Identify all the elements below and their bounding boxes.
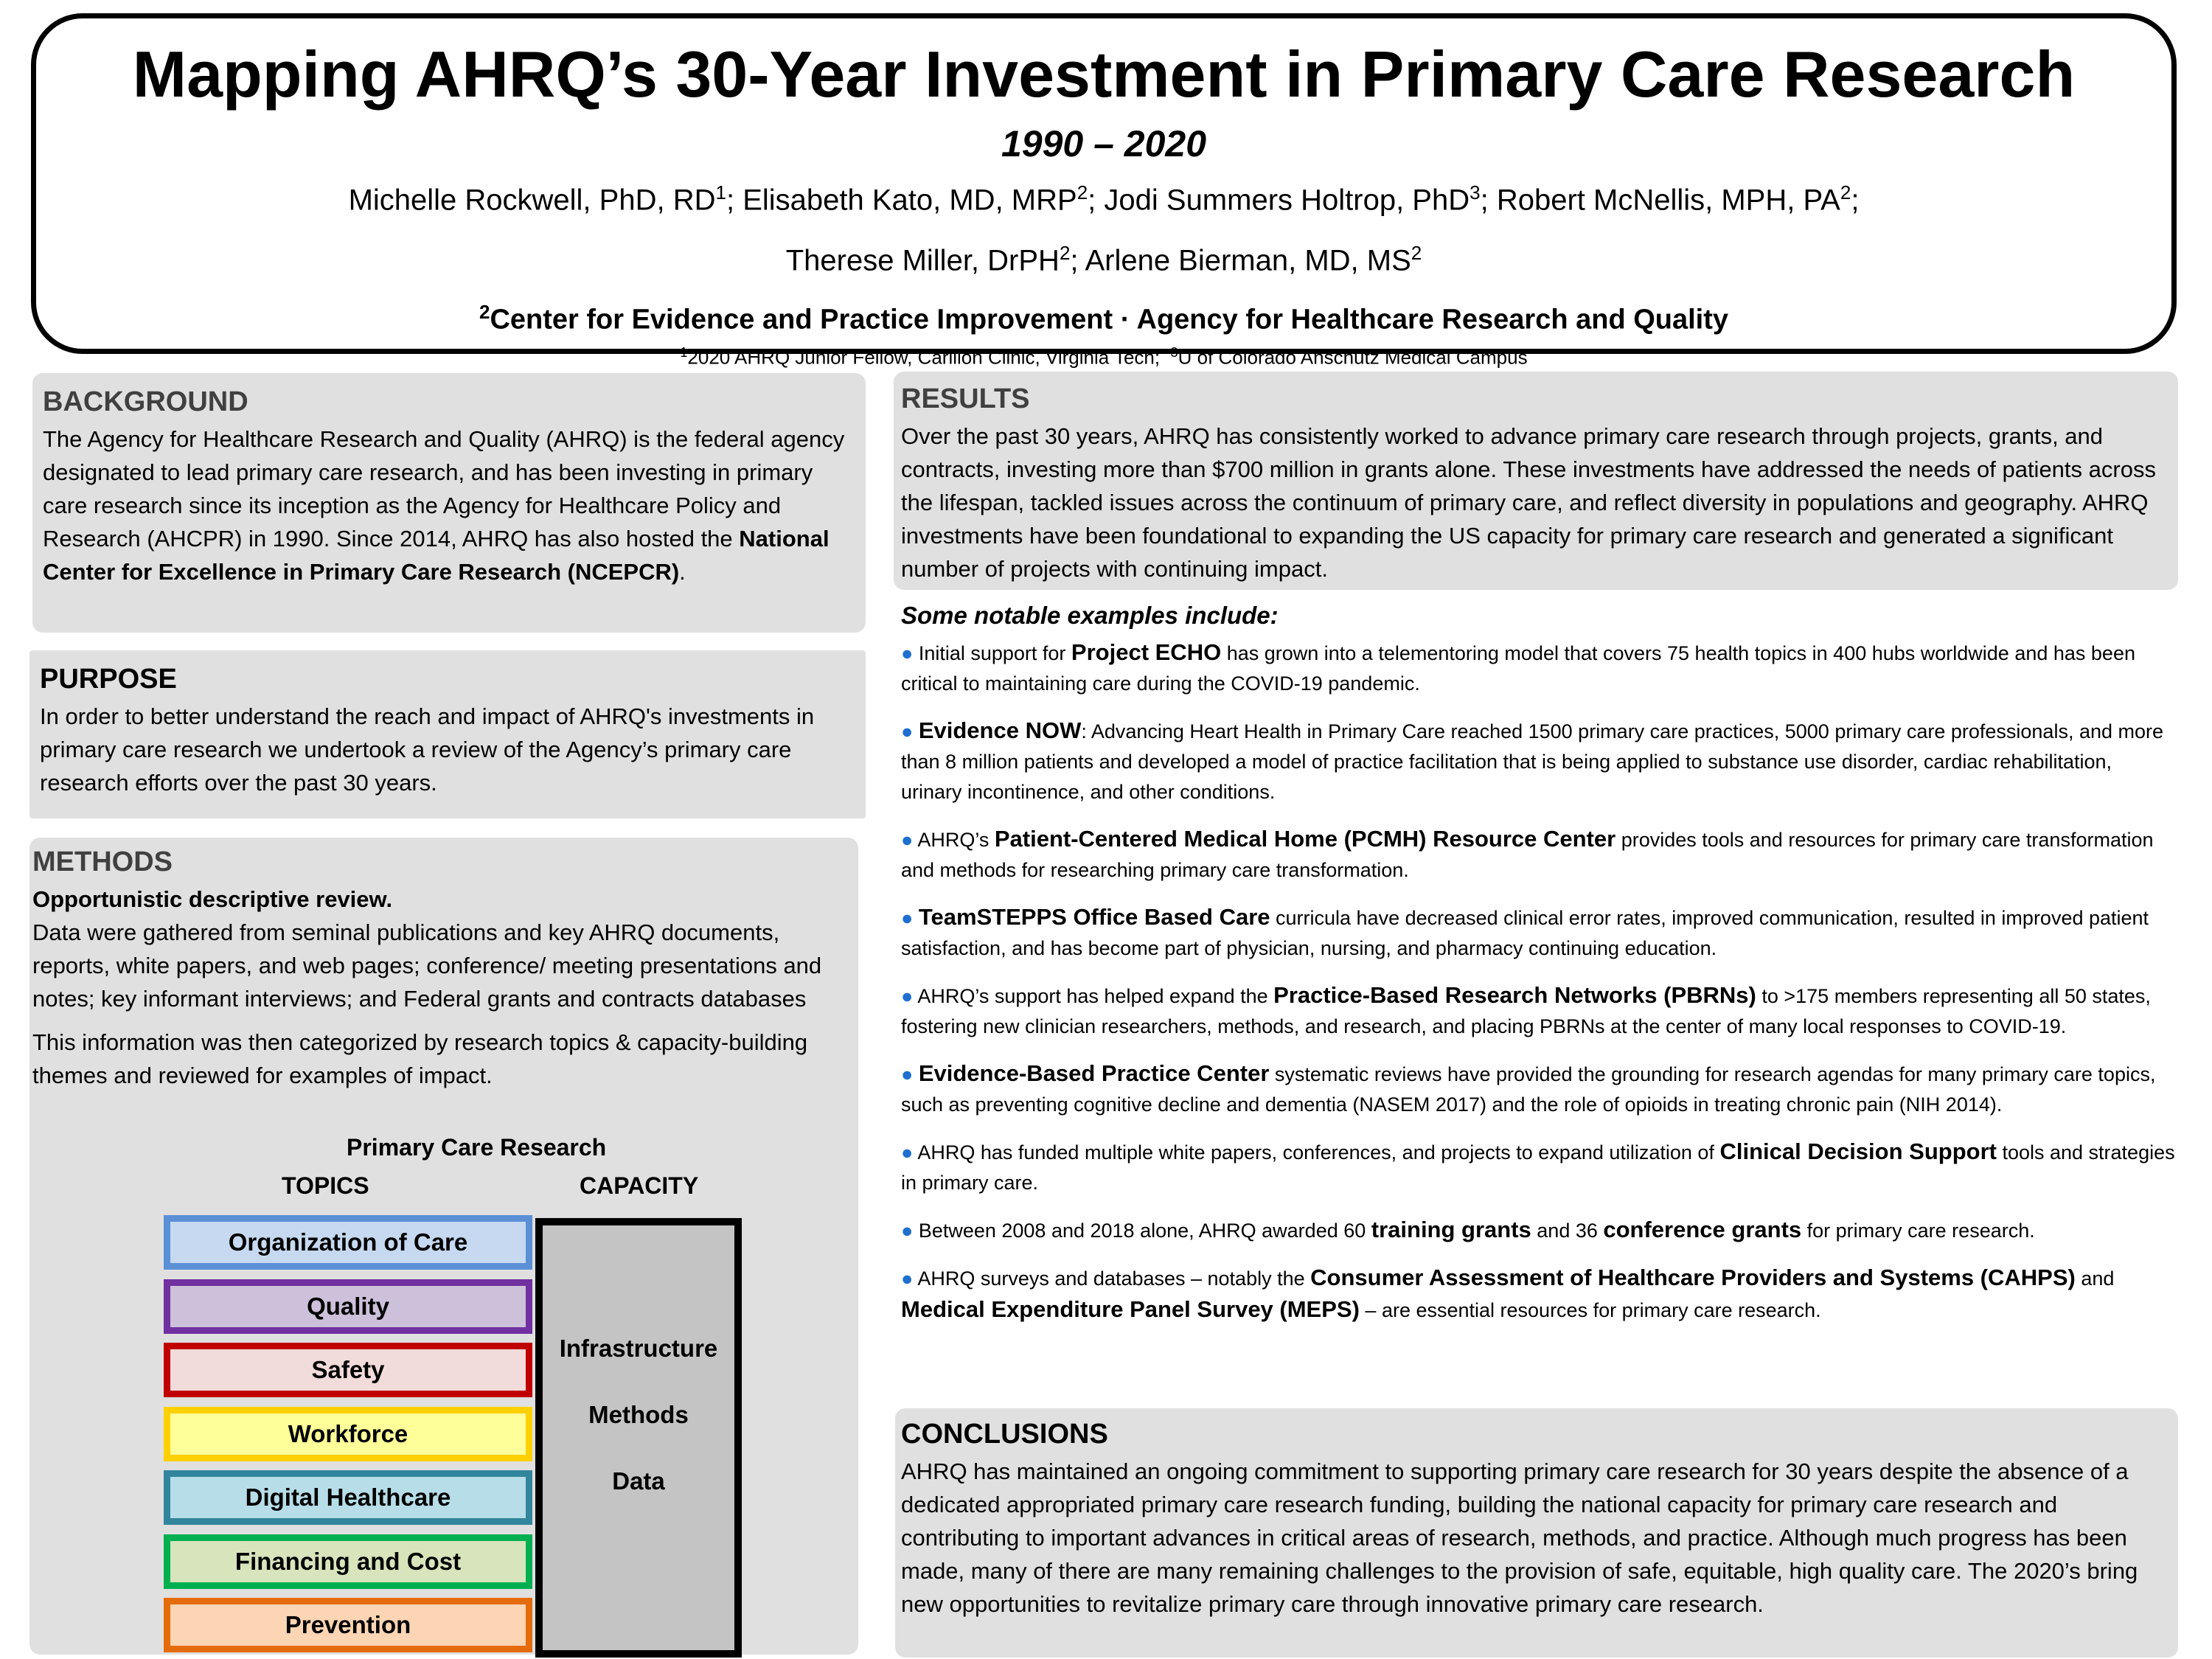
capacity-item: Infrastructure xyxy=(559,1335,718,1362)
author-name: Elisabeth Kato, MD, MRP xyxy=(742,184,1077,217)
example-pre xyxy=(913,720,919,742)
poster-title: Mapping AHRQ’s 30-Year Investment in Primary Care Research xyxy=(132,38,2076,111)
authors-line-2 xyxy=(36,226,2171,287)
example-post: curricula have decreased clinical error rates, improved communication, resulted in improved patient satisfaction, and has become part of physician, nursing, and pharmacy continuing education. xyxy=(901,907,2149,959)
example-pre: Initial support for xyxy=(913,642,1071,664)
author-sup: 2 xyxy=(1077,181,1088,204)
author-sep: ; xyxy=(1088,184,1105,217)
example-pre: AHRQ surveys and databases – notably the xyxy=(913,1267,1311,1290)
background-heading: BACKGROUND xyxy=(43,386,248,417)
author-sup: 2 xyxy=(1840,181,1851,204)
methods-subheading: Opportunistic descriptive review. xyxy=(32,886,393,912)
purpose-section xyxy=(29,650,866,818)
example-item xyxy=(901,1136,2177,1198)
author-sup: 3 xyxy=(1470,181,1481,204)
results-text: Over the past 30 years, AHRQ has consistently worked to advance primary care research through projects, grants, and contracts, investing more than $700 million in grants alone. These investments have addressed the needs of patients across the lifespan, tackled issues across the continuum of primary care, and reflect diversity in populations and geography. AHRQ investments have been foundational to expanding the US capacity for primary care research and generated a significant number of projects with continuing impact. xyxy=(901,423,2156,582)
aff-2: U of Colorado Anschutz Medical Campus xyxy=(1178,346,1528,369)
example-post: : Advancing Heart Health in Primary Care reached 1500 primary care practices, 5000 primary care professionals, and more than 8 million patients and developed a model of practice facilitation that is being applied to substance use disorder, cardiac rehabilitation, urinary incontinence, and other conditions. xyxy=(901,720,2164,803)
example-mid: and xyxy=(2075,1267,2115,1290)
center-text: Center for Evidence and Practice Improvement · Agency for Healthcare Research and Quality xyxy=(490,304,1729,335)
example-post: to >175 members representing all 50 states, fostering new clinician researchers, methods, and research, and placing PBRNs at the center of many local responses to COVID-19. xyxy=(901,985,2151,1037)
example-pre: AHRQ’s xyxy=(913,829,995,851)
example-bold: Practice-Based Research Networks (PBRNs) xyxy=(1273,982,1756,1008)
example-bold: Consumer Assessment of Healthcare Providers and Systems (CAHPS) xyxy=(1310,1265,2076,1290)
author-sep: ; xyxy=(1480,184,1497,217)
bullet-icon: ● xyxy=(901,1141,914,1164)
example-post: has grown into a telementoring model that covers 75 health topics in 400 hubs worldwide and has been critical to maintaining care during the COVID-19 pandemic. xyxy=(901,642,2135,695)
examples-list xyxy=(901,637,2177,1342)
example-bold: training grants xyxy=(1371,1217,1531,1242)
methods-p1: Data were gathered from seminal publications and key AHRQ documents, reports, white papers, and web pages; conference/ meeting presentations and notes; key informant interviews; and Federal grants and contracts databases xyxy=(32,919,822,1012)
purpose-heading: PURPOSE xyxy=(40,664,177,695)
conclusions-heading: CONCLUSIONS xyxy=(901,1419,1108,1450)
topic-financing-and-cost: Financing and Cost xyxy=(164,1534,532,1589)
example-pre xyxy=(913,1063,919,1085)
background-text xyxy=(43,422,855,588)
author-sup: 1 xyxy=(715,181,726,204)
aff-1: 2020 AHRQ Junior Fellow, Carilion Clinic, Virginia Tech; xyxy=(687,346,1161,369)
example-bold: Evidence NOW xyxy=(918,717,1082,743)
results-heading: RESULTS xyxy=(901,383,1030,414)
author-sep: ; xyxy=(1070,244,1085,277)
examples-heading: Some notable examples include: xyxy=(901,602,1279,629)
capacity-box xyxy=(535,1218,742,1658)
author-name: Robert McNellis, MPH, PA xyxy=(1496,184,1840,217)
bullet-icon: ● xyxy=(901,907,914,929)
aff-sup-1: 1 xyxy=(680,345,688,361)
topic-workforce: Workforce xyxy=(164,1407,532,1461)
poster-years: 1990 – 2020 xyxy=(1001,123,1207,164)
example-bold: Evidence-Based Practice Center xyxy=(918,1060,1270,1086)
example-post: – are essential resources for primary care research. xyxy=(1359,1299,1821,1321)
example-post: provides tools and resources for primary care transformation and methods for researching primary care transformation. xyxy=(901,829,2154,881)
example-item xyxy=(901,980,2177,1042)
topic-safety: Safety xyxy=(164,1343,532,1397)
methods-p2: This information was then categorized by research topics & capacity-building themes and reviewed for examples of impact. xyxy=(32,1029,808,1088)
background-body: The Agency for Healthcare Research and Quality (AHRQ) is the federal agency designated to lead primary care research, and has been investing in primary care research since its inception as the Agency for Healthcare Policy and Research (AHCPR) in 1990. Since 2014, AHRQ has also hosted the xyxy=(43,426,845,552)
purpose-text: In order to better understand the reach and impact of AHRQ's investments in primary care research we undertook a review of the Agency’s primary care research efforts over the past 30 years. xyxy=(40,703,815,796)
example-bold-2: Medical Expenditure Panel Survey (MEPS) xyxy=(901,1296,1360,1322)
bullet-icon: ● xyxy=(901,1063,914,1085)
author-name: Arlene Bierman, MD, MS xyxy=(1085,244,1411,277)
bullet-icon: ● xyxy=(901,1267,914,1290)
author-name: Jodi Summers Holtrop, PhD xyxy=(1104,184,1470,217)
example-pre: AHRQ’s support has helped expand the xyxy=(913,985,1274,1007)
example-bold: TeamSTEPPS Office Based Care xyxy=(918,904,1270,930)
example-item xyxy=(901,1262,2177,1326)
example-bold: Project ECHO xyxy=(1071,639,1222,665)
example-pre: AHRQ has funded multiple white papers, conferences, and projects to expand utilization of xyxy=(913,1141,1720,1164)
example-item xyxy=(901,715,2177,807)
topic-digital-healthcare: Digital Healthcare xyxy=(164,1470,532,1525)
example-item xyxy=(901,1058,2177,1120)
methods-heading: METHODS xyxy=(32,846,173,877)
author-sup: 2 xyxy=(1059,242,1071,265)
author-sep: ; xyxy=(726,184,743,217)
topics-label: TOPICS xyxy=(282,1172,369,1199)
author-sup: 2 xyxy=(1411,242,1422,265)
bullet-icon: ● xyxy=(901,642,914,664)
bullet-icon: ● xyxy=(901,1220,914,1242)
topic-prevention: Prevention xyxy=(164,1598,532,1652)
background-end: . xyxy=(679,559,686,585)
authors-line-1 xyxy=(36,166,2171,226)
example-post: for primary care research. xyxy=(1801,1220,2035,1242)
example-bold: Patient-Centered Medical Home (PCMH) Resource Center xyxy=(994,826,1616,852)
poster-header xyxy=(31,13,2177,369)
example-pre: Between 2008 and 2018 alone, AHRQ awarded 60 xyxy=(913,1220,1371,1242)
conclusions-text: AHRQ has maintained an ongoing commitment to supporting primary care research for 30 years despite the absence of a dedicated appropriated primary care research funding, building the national capacity for primary care research and contributing to important advances in critical areas of research, methods, and practice. Although much progress has been made, many of there are many remaining challenges to the provision of safe, equitable, high quality care. The 2020’s bring new opportunities to revitalize primary care through innovative primary care research. xyxy=(901,1458,2138,1617)
topic-organization-of-care: Organization of Care xyxy=(164,1215,532,1270)
author-name: Michelle Rockwell, PhD, RD xyxy=(348,184,716,217)
capacity-item: Methods xyxy=(588,1401,689,1428)
example-post: tools and strategies in primary care. xyxy=(901,1141,2175,1194)
example-bold-2: conference grants xyxy=(1603,1217,1802,1242)
capacity-item: Data xyxy=(612,1467,665,1495)
example-item xyxy=(901,637,2177,699)
capacity-label: CAPACITY xyxy=(580,1172,699,1199)
center-affiliation xyxy=(36,293,2171,338)
topic-quality: Quality xyxy=(164,1279,532,1334)
conclusions-section xyxy=(895,1408,2178,1658)
bullet-icon: ● xyxy=(901,985,914,1007)
background-section xyxy=(32,373,866,633)
affiliations-footnote xyxy=(36,345,2171,369)
example-post: systematic reviews have provided the grounding for research agendas for many primary care topics, such as preventing cognitive decline and dementia (NASEM 2017) and the role of opioids in treating chronic pain (NIH 2014). xyxy=(901,1063,2156,1116)
center-sup: 2 xyxy=(479,300,490,323)
author-sep: ; xyxy=(1851,184,1860,217)
results-section xyxy=(894,372,2178,590)
background-bold: National Center for Excellence in Primary Care Research (NCEPCR) xyxy=(43,526,830,585)
aff-sup-2: 3 xyxy=(1170,345,1178,361)
example-mid: and 36 xyxy=(1531,1220,1604,1242)
bullet-icon: ● xyxy=(901,720,914,742)
example-pre xyxy=(913,907,919,929)
diagram-title: Primary Care Research xyxy=(347,1134,607,1161)
author-name: Therese Miller, DrPH xyxy=(785,244,1060,277)
example-item xyxy=(901,824,2177,886)
example-bold: Clinical Decision Support xyxy=(1719,1138,1997,1164)
bullet-icon: ● xyxy=(901,829,914,851)
example-item xyxy=(901,1214,2177,1246)
example-item xyxy=(901,902,2177,964)
